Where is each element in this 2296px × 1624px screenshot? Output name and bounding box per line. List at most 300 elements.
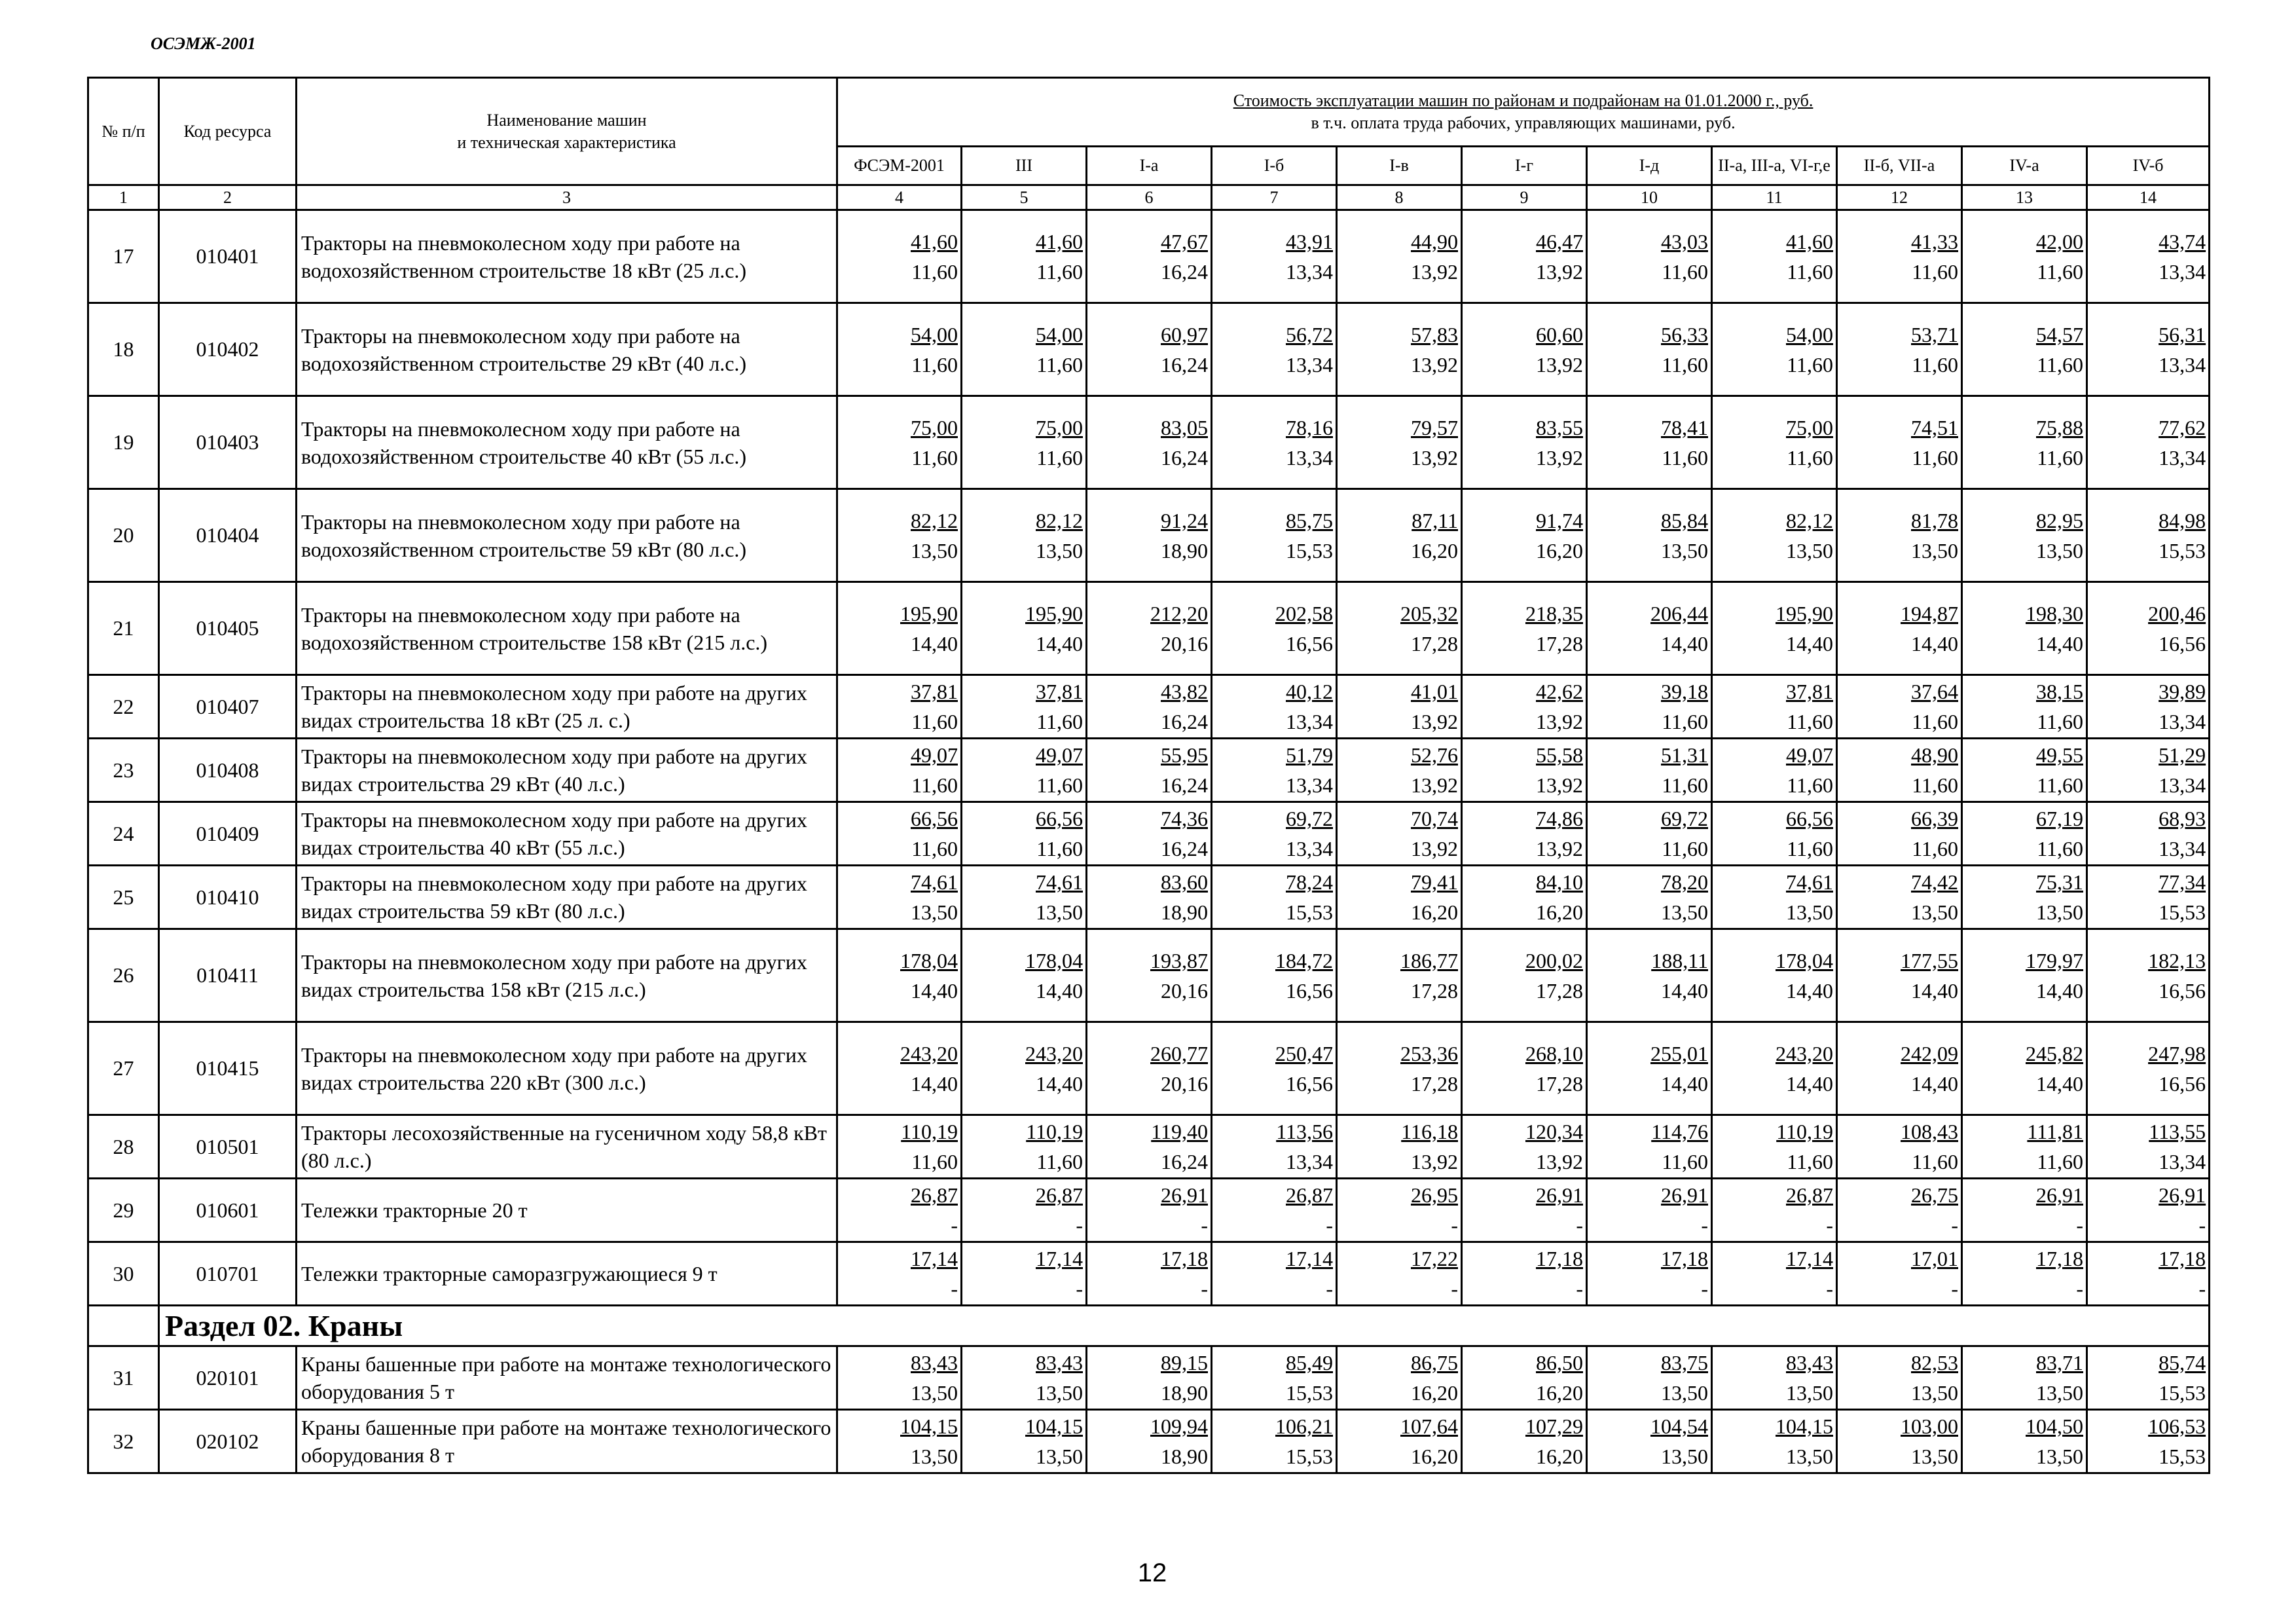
labor-cost: 11,60 xyxy=(1787,352,1833,377)
labor-cost: 16,56 xyxy=(1286,631,1333,655)
cost-cell xyxy=(1962,802,2087,866)
page-number: 12 xyxy=(1137,1559,1167,1587)
cost-cell xyxy=(837,739,962,802)
labor-cost: - xyxy=(1451,1213,1458,1237)
total-cost: 44,90 xyxy=(1411,229,1458,253)
cost-cell xyxy=(1712,1179,1837,1242)
labor-cost: 11,60 xyxy=(1662,1150,1708,1173)
cost-cell xyxy=(1712,489,1837,582)
table-row xyxy=(88,1242,2210,1306)
cost-cell xyxy=(2087,489,2210,582)
total-cost: 56,72 xyxy=(1286,322,1333,346)
column-number: 2 xyxy=(159,185,297,210)
cost-cell xyxy=(1962,489,2087,582)
labor-cost: - xyxy=(1451,1277,1458,1301)
total-cost: 48,90 xyxy=(1911,743,1958,767)
labor-cost: 20,16 xyxy=(1161,1071,1208,1096)
total-cost: 26,95 xyxy=(1411,1183,1458,1207)
cost-cell xyxy=(1462,1410,1587,1473)
cost-cell xyxy=(962,582,1087,675)
total-cost: 49,07 xyxy=(1036,743,1083,767)
labor-cost: 13,50 xyxy=(1661,1381,1708,1405)
cost-cell xyxy=(1712,1022,1837,1115)
labor-cost: 13,92 xyxy=(1536,352,1583,377)
total-cost: 82,12 xyxy=(1786,508,1833,532)
cost-cell xyxy=(1587,1022,1712,1115)
resource-code: 010402 xyxy=(159,303,297,396)
labor-cost: 15,53 xyxy=(1286,1381,1333,1405)
cost-cell xyxy=(2087,1346,2210,1410)
cost-cell xyxy=(1462,929,1587,1022)
header-code: Код ресурса xyxy=(159,78,297,185)
total-cost: 86,75 xyxy=(1411,1351,1458,1375)
cost-cell xyxy=(1337,1410,1462,1473)
total-cost: 49,55 xyxy=(2036,743,2083,767)
labor-cost: 11,60 xyxy=(1036,837,1083,860)
total-cost: 113,56 xyxy=(1276,1120,1333,1143)
cost-cell xyxy=(1212,1410,1337,1473)
labor-cost: 17,28 xyxy=(1536,1071,1583,1096)
labor-cost: 15,53 xyxy=(1286,1445,1333,1468)
labor-cost: 11,60 xyxy=(911,259,958,284)
labor-cost: 11,60 xyxy=(1912,1150,1958,1173)
total-cost: 202,58 xyxy=(1275,601,1333,625)
total-cost: 245,82 xyxy=(2026,1041,2083,1065)
total-cost: 243,20 xyxy=(1776,1041,1833,1065)
cost-cell xyxy=(1462,210,1587,303)
labor-cost: 13,50 xyxy=(2036,1445,2083,1468)
labor-cost: 13,34 xyxy=(1286,773,1333,797)
machine-name: Краны башенные при работе на монтаже технологического оборудования 8 т xyxy=(297,1410,837,1473)
cost-cell xyxy=(2087,929,2210,1022)
cost-cell xyxy=(837,303,962,396)
machine-name: Тракторы на пневмоколесном ходу при работе на других видах строительства 18 кВт (25 л. с.) xyxy=(297,675,837,739)
total-cost: 37,81 xyxy=(1036,680,1083,703)
labor-cost: 13,92 xyxy=(1411,259,1458,284)
labor-cost: 13,50 xyxy=(911,1445,958,1468)
total-cost: 17,14 xyxy=(1286,1247,1333,1270)
total-cost: 188,11 xyxy=(1651,948,1708,972)
total-cost: 66,56 xyxy=(1786,807,1833,830)
row-number: 20 xyxy=(88,489,159,582)
machine-name: Тракторы на пневмоколесном ходу при работе на других видах строительства 59 кВт (80 л.с.) xyxy=(297,866,837,929)
total-cost: 177,55 xyxy=(1901,948,1958,972)
cost-cell xyxy=(1087,675,1212,739)
column-number: 10 xyxy=(1587,185,1712,210)
total-cost: 78,24 xyxy=(1286,870,1333,894)
cost-cell xyxy=(1587,582,1712,675)
labor-cost: 16,24 xyxy=(1161,352,1208,377)
cost-cell xyxy=(1337,210,1462,303)
labor-cost: 11,60 xyxy=(1036,259,1083,284)
total-cost: 77,62 xyxy=(2159,415,2206,439)
total-cost: 107,29 xyxy=(1525,1414,1583,1438)
cost-cell xyxy=(1837,1179,1962,1242)
labor-cost: 13,34 xyxy=(1286,352,1333,377)
labor-cost: 13,34 xyxy=(1286,710,1333,733)
labor-cost: - xyxy=(1326,1277,1333,1301)
cost-cell xyxy=(1837,1346,1962,1410)
row-number: 22 xyxy=(88,675,159,739)
cost-cell xyxy=(2087,1115,2210,1179)
labor-cost: - xyxy=(2076,1213,2083,1237)
machine-name: Тракторы лесохозяйственные на гусеничном ходу 58,8 кВт (80 л.с.) xyxy=(297,1115,837,1179)
cost-cell xyxy=(962,929,1087,1022)
total-cost: 89,15 xyxy=(1161,1351,1208,1375)
labor-cost: - xyxy=(951,1277,958,1301)
labor-cost: 13,34 xyxy=(2159,352,2206,377)
total-cost: 66,56 xyxy=(1036,807,1083,830)
cost-cell xyxy=(1212,739,1337,802)
total-cost: 218,35 xyxy=(1525,601,1583,625)
cost-cell xyxy=(1212,396,1337,489)
cost-cell xyxy=(2087,1410,2210,1473)
total-cost: 106,53 xyxy=(2148,1414,2206,1438)
row-number: 21 xyxy=(88,582,159,675)
labor-cost: 11,60 xyxy=(2037,1150,2083,1173)
labor-cost: 13,34 xyxy=(2159,773,2206,797)
labor-cost: 16,20 xyxy=(1411,1381,1458,1405)
machine-name: Тележки тракторные саморазгружающиеся 9 т xyxy=(297,1242,837,1306)
total-cost: 46,47 xyxy=(1536,229,1583,253)
total-cost: 260,77 xyxy=(1150,1041,1208,1065)
resource-code: 010407 xyxy=(159,675,297,739)
table-row xyxy=(88,1179,2210,1242)
cost-cell xyxy=(1587,866,1712,929)
total-cost: 41,60 xyxy=(1786,229,1833,253)
cost-cell xyxy=(1962,1346,2087,1410)
header-num: № п/п xyxy=(88,78,159,185)
total-cost: 17,18 xyxy=(1161,1247,1208,1270)
total-cost: 104,50 xyxy=(2026,1414,2083,1438)
total-cost: 70,74 xyxy=(1411,807,1458,830)
cost-cell xyxy=(1212,929,1337,1022)
cost-cell xyxy=(1587,739,1712,802)
total-cost: 41,60 xyxy=(1036,229,1083,253)
total-cost: 110,19 xyxy=(901,1120,958,1143)
total-cost: 74,86 xyxy=(1536,807,1583,830)
total-cost: 114,76 xyxy=(1651,1120,1708,1143)
cost-cell xyxy=(1962,866,2087,929)
cost-cell xyxy=(1462,1022,1587,1115)
total-cost: 52,76 xyxy=(1411,743,1458,767)
total-cost: 184,72 xyxy=(1275,948,1333,972)
column-number: 3 xyxy=(297,185,837,210)
zone-header: IV-б xyxy=(2087,147,2210,185)
labor-cost: 11,60 xyxy=(911,773,958,797)
total-cost: 78,16 xyxy=(1286,415,1333,439)
labor-cost: 13,92 xyxy=(1536,773,1583,797)
total-cost: 250,47 xyxy=(1275,1041,1333,1065)
labor-cost: 11,60 xyxy=(1036,352,1083,377)
labor-cost: 14,40 xyxy=(1911,978,1958,1003)
zone-header: I-г xyxy=(1462,147,1587,185)
labor-cost: 13,92 xyxy=(1411,710,1458,733)
column-number: 12 xyxy=(1837,185,1962,210)
total-cost: 43,91 xyxy=(1286,229,1333,253)
cost-cell xyxy=(837,489,962,582)
cost-cell xyxy=(962,802,1087,866)
row-number: 30 xyxy=(88,1242,159,1306)
cost-cell xyxy=(837,1179,962,1242)
total-cost: 60,60 xyxy=(1536,322,1583,346)
cost-cell xyxy=(837,1242,962,1306)
cost-cell xyxy=(1712,396,1837,489)
cost-cell xyxy=(962,303,1087,396)
total-cost: 104,15 xyxy=(1776,1414,1833,1438)
cost-cell xyxy=(2087,739,2210,802)
labor-cost: 13,50 xyxy=(1911,538,1958,563)
total-cost: 54,00 xyxy=(911,322,958,346)
total-cost: 81,78 xyxy=(1911,508,1958,532)
column-number: 11 xyxy=(1712,185,1837,210)
cost-cell xyxy=(1462,582,1587,675)
labor-cost: 11,60 xyxy=(2037,837,2083,860)
cost-cell xyxy=(837,210,962,303)
total-cost: 78,20 xyxy=(1661,870,1708,894)
cost-cell xyxy=(1087,866,1212,929)
cost-cell xyxy=(1712,929,1837,1022)
total-cost: 53,71 xyxy=(1911,322,1958,346)
labor-cost: 13,50 xyxy=(2036,900,2083,924)
labor-cost: 14,40 xyxy=(1661,978,1708,1003)
labor-cost: 13,50 xyxy=(1036,538,1083,563)
machine-name: Тракторы на пневмоколесном ходу при работе на водохозяйственном строительстве 40 кВт (55 л.с.) xyxy=(297,396,837,489)
total-cost: 198,30 xyxy=(2026,601,2083,625)
total-cost: 195,90 xyxy=(900,601,958,625)
total-cost: 205,32 xyxy=(1400,601,1458,625)
labor-cost: 15,53 xyxy=(2159,1381,2206,1405)
labor-cost: 13,92 xyxy=(1536,710,1583,733)
labor-cost: - xyxy=(1076,1277,1083,1301)
resource-code: 010404 xyxy=(159,489,297,582)
cost-cell xyxy=(1212,866,1337,929)
labor-cost: 13,92 xyxy=(1536,837,1583,860)
total-cost: 39,18 xyxy=(1661,680,1708,703)
cost-cell xyxy=(1087,1410,1212,1473)
table-row xyxy=(88,866,2210,929)
labor-cost: 16,56 xyxy=(2159,631,2206,655)
labor-cost: 14,40 xyxy=(911,978,958,1003)
labor-cost: 16,20 xyxy=(1536,900,1583,924)
machine-name: Тракторы на пневмоколесном ходу при работе на других видах строительства 29 кВт (40 л.с.) xyxy=(297,739,837,802)
labor-cost: 13,92 xyxy=(1411,445,1458,470)
labor-cost: 16,24 xyxy=(1161,773,1208,797)
total-cost: 37,81 xyxy=(911,680,958,703)
cost-cell xyxy=(1337,739,1462,802)
cost-cell xyxy=(962,1022,1087,1115)
labor-cost: 11,60 xyxy=(1787,773,1833,797)
labor-cost: 13,50 xyxy=(911,900,958,924)
labor-cost: 14,40 xyxy=(1911,1071,1958,1096)
labor-cost: 16,20 xyxy=(1411,1445,1458,1468)
machine-name: Тракторы на пневмоколесном ходу при работе на других видах строительства 158 кВт (215 л.с.) xyxy=(297,929,837,1022)
table-row xyxy=(88,1115,2210,1179)
table-row xyxy=(88,1346,2210,1410)
total-cost: 253,36 xyxy=(1400,1041,1458,1065)
cost-cell xyxy=(1962,303,2087,396)
total-cost: 77,34 xyxy=(2159,870,2206,894)
total-cost: 26,91 xyxy=(1536,1183,1583,1207)
total-cost: 57,83 xyxy=(1411,322,1458,346)
total-cost: 69,72 xyxy=(1661,807,1708,830)
labor-cost: - xyxy=(1951,1277,1958,1301)
machine-name: Краны башенные при работе на монтаже технологического оборудования 5 т xyxy=(297,1346,837,1410)
labor-cost: 18,90 xyxy=(1161,538,1208,563)
table-row xyxy=(88,210,2210,303)
column-number: 14 xyxy=(2087,185,2210,210)
labor-cost: 14,40 xyxy=(1911,631,1958,655)
total-cost: 54,00 xyxy=(1786,322,1833,346)
resource-code: 010701 xyxy=(159,1242,297,1306)
cost-cell xyxy=(2087,1179,2210,1242)
total-cost: 243,20 xyxy=(1025,1041,1083,1065)
total-cost: 43,82 xyxy=(1161,680,1208,703)
cost-cell xyxy=(1837,489,1962,582)
column-number: 13 xyxy=(1962,185,2087,210)
total-cost: 108,43 xyxy=(1901,1120,1958,1143)
labor-cost: 11,60 xyxy=(1662,259,1708,284)
total-cost: 60,97 xyxy=(1161,322,1208,346)
total-cost: 195,90 xyxy=(1025,601,1083,625)
total-cost: 78,41 xyxy=(1661,415,1708,439)
resource-code: 010501 xyxy=(159,1115,297,1179)
total-cost: 74,61 xyxy=(1036,870,1083,894)
cost-cell xyxy=(837,1346,962,1410)
total-cost: 51,29 xyxy=(2159,743,2206,767)
resource-code: 010601 xyxy=(159,1179,297,1242)
cost-cell xyxy=(837,1115,962,1179)
cost-cell xyxy=(1087,739,1212,802)
cost-cell xyxy=(1837,210,1962,303)
cost-cell xyxy=(1462,802,1587,866)
resource-code: 010401 xyxy=(159,210,297,303)
total-cost: 116,18 xyxy=(1401,1120,1458,1143)
total-cost: 200,02 xyxy=(1525,948,1583,972)
labor-cost: 16,24 xyxy=(1161,445,1208,470)
total-cost: 113,55 xyxy=(2149,1120,2206,1143)
resource-code: 010409 xyxy=(159,802,297,866)
labor-cost: 11,60 xyxy=(911,445,958,470)
cost-cell xyxy=(1212,582,1337,675)
labor-cost: 13,34 xyxy=(2159,445,2206,470)
cost-cell xyxy=(1962,675,2087,739)
labor-cost: 17,28 xyxy=(1536,631,1583,655)
table-row xyxy=(88,675,2210,739)
resource-code: 010408 xyxy=(159,739,297,802)
total-cost: 43,74 xyxy=(2159,229,2206,253)
cost-cell xyxy=(1712,303,1837,396)
labor-cost: 11,60 xyxy=(1036,773,1083,797)
total-cost: 83,75 xyxy=(1661,1351,1708,1375)
total-cost: 74,61 xyxy=(1786,870,1833,894)
cost-table xyxy=(87,77,2210,1474)
row-number: 29 xyxy=(88,1179,159,1242)
labor-cost: 15,53 xyxy=(2159,538,2206,563)
total-cost: 179,97 xyxy=(2026,948,2083,972)
cost-cell xyxy=(2087,303,2210,396)
cost-cell xyxy=(2087,1022,2210,1115)
column-number: 5 xyxy=(962,185,1087,210)
cost-cell xyxy=(1087,489,1212,582)
cost-cell xyxy=(1837,866,1962,929)
cost-cell xyxy=(1962,1115,2087,1179)
cost-cell xyxy=(1712,739,1837,802)
labor-cost: 13,34 xyxy=(1286,1150,1333,1173)
labor-cost: 17,28 xyxy=(1536,978,1583,1003)
cost-cell xyxy=(2087,675,2210,739)
labor-cost: 13,50 xyxy=(1911,900,1958,924)
cost-cell xyxy=(1087,1242,1212,1306)
labor-cost: 11,60 xyxy=(1912,773,1958,797)
labor-cost: - xyxy=(2076,1277,2083,1301)
total-cost: 54,00 xyxy=(1036,322,1083,346)
total-cost: 83,05 xyxy=(1161,415,1208,439)
labor-cost: - xyxy=(1576,1277,1583,1301)
total-cost: 85,84 xyxy=(1661,508,1708,532)
cost-cell xyxy=(837,675,962,739)
total-cost: 85,49 xyxy=(1286,1351,1333,1375)
labor-cost: 14,40 xyxy=(911,1071,958,1096)
cost-cell xyxy=(1337,675,1462,739)
labor-cost: 11,60 xyxy=(1912,352,1958,377)
cost-cell xyxy=(1837,1410,1962,1473)
zone-header: I-б xyxy=(1212,147,1337,185)
labor-cost: 20,16 xyxy=(1161,978,1208,1003)
total-cost: 85,75 xyxy=(1286,508,1333,532)
total-cost: 178,04 xyxy=(1025,948,1083,972)
labor-cost: 14,40 xyxy=(1661,631,1708,655)
labor-cost: 11,60 xyxy=(1662,837,1708,860)
total-cost: 41,33 xyxy=(1911,229,1958,253)
total-cost: 74,42 xyxy=(1911,870,1958,894)
cost-cell xyxy=(2087,582,2210,675)
labor-cost: - xyxy=(1201,1277,1208,1301)
resource-code: 010410 xyxy=(159,866,297,929)
labor-cost: 11,60 xyxy=(911,710,958,733)
cost-cell xyxy=(1837,929,1962,1022)
total-cost: 178,04 xyxy=(1776,948,1833,972)
cost-cell xyxy=(1337,489,1462,582)
cost-cell xyxy=(1462,1179,1587,1242)
total-cost: 26,87 xyxy=(1286,1183,1333,1207)
cost-cell xyxy=(1712,1115,1837,1179)
total-cost: 104,54 xyxy=(1650,1414,1708,1438)
section-row xyxy=(88,1306,2210,1346)
labor-cost: 11,60 xyxy=(1912,837,1958,860)
total-cost: 86,50 xyxy=(1536,1351,1583,1375)
cost-cell xyxy=(1087,1022,1212,1115)
labor-cost: - xyxy=(2198,1277,2206,1301)
total-cost: 83,55 xyxy=(1536,415,1583,439)
total-cost: 17,18 xyxy=(1661,1247,1708,1270)
cost-cell xyxy=(1337,582,1462,675)
labor-cost: 15,53 xyxy=(2159,1445,2206,1468)
cost-cell xyxy=(2087,1242,2210,1306)
total-cost: 243,20 xyxy=(900,1041,958,1065)
total-cost: 66,56 xyxy=(911,807,958,830)
labor-cost: 14,40 xyxy=(1786,978,1833,1003)
cost-cell xyxy=(1962,739,2087,802)
total-cost: 119,40 xyxy=(1151,1120,1208,1143)
labor-cost: 16,20 xyxy=(1536,538,1583,563)
labor-cost: 14,40 xyxy=(1786,631,1833,655)
labor-cost: 13,50 xyxy=(2036,1381,2083,1405)
total-cost: 47,67 xyxy=(1161,229,1208,253)
total-cost: 51,79 xyxy=(1286,743,1333,767)
total-cost: 83,71 xyxy=(2036,1351,2083,1375)
cost-cell xyxy=(1712,802,1837,866)
